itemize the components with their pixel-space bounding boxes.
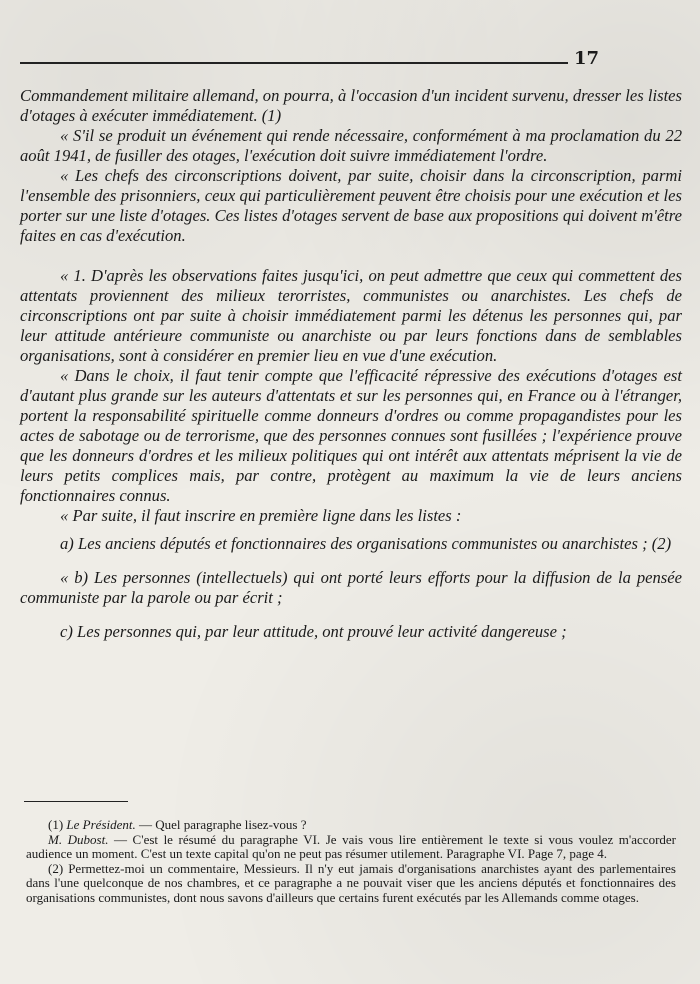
footnote-rule (24, 801, 128, 802)
footnotes (26, 818, 676, 906)
header-rule (20, 62, 568, 64)
paragraph: « Dans le choix, il faut tenir compte que l'efficacité répressive des exécutions d'otages est d'autant plus grande sur les auteurs d'attentats et sur les personnes qui, en France ou à l'étranger, portent la responsabilité spirituelle comme donneurs d'ordres ou comme propagandistes pour les actes de sabotage ou de terrorisme, que des personnes connues sont fusillées ; l'expérience prouve que les donneurs d'ordres et les milieux politiques qui ont intérêt aux attentats méprisent la vie de leurs petits complices mais, par contre, protègent au maximum la vie de leurs anciens fonctionnaires connus. (20, 366, 682, 505)
list-item: a) Les anciens députés et fonctionnaires des organisations communistes ou anarchistes ; (2) (60, 534, 672, 553)
paragraph: « Les chefs des circonscriptions doivent, par suite, choisir dans la circonscription, parmi l'ensemble des prisonniers, ceux qui particulièrement peuvent être choisis pour une exécution et les porter sur une liste d'otages. Ces listes d'otages servent de base aux propositions qui doivent m'être faites en cas d'exécution. (20, 166, 682, 245)
paragraph: « 1. D'après les observations faites jusqu'ici, on peut admettre que ceux qui commettent des attentats proviennent des milieux terorristes, communistes ou anarchistes. Les chefs de circonscriptions ont par suite à choisir immédiatement parmi les détenus les personnes qui, par leur attitude antérieure communiste ou anarchiste ou par leurs fonctions dans de semblables organisations, sont à considérer en premier lieu en vue d'une exécution. (20, 266, 682, 365)
list-item: c) Les personnes qui, par leur attitude, ont prouvé leur activité dangereuse ; (60, 622, 567, 641)
footnote-text: — Quel paragraphe lisez-vous ? (135, 817, 307, 832)
footnote-text: — C'est le résumé du paragraphe VI. Je vais vous lire entièrement le texte si vous voulez m'accorder audience un moment. C'est un texte capital qu'on ne peut pas résumer utilement. Paragraphe VI. Page 7, page 4. (26, 831, 677, 862)
paragraph: « Par suite, il faut inscrire en première ligne dans les listes : (60, 506, 462, 525)
footnote-1 (26, 818, 676, 833)
footnote-speaker: Le Président. (66, 817, 136, 832)
footnote-marker: (1) (48, 817, 67, 832)
list-item: « b) Les personnes (intellectuels) qui ont porté leurs efforts pour la diffusion de la pensée communiste par la parole ou par écrit ; (20, 568, 682, 607)
footnote-speaker: M. Dubost. (48, 831, 109, 847)
paragraph: « S'il se produit un événement qui rende nécessaire, conformément à ma proclamation du 22 août 1941, de fusiller des otages, l'exécution doit suivre immédiatement l'ordre. (20, 126, 682, 165)
page-number: 17 (574, 48, 600, 69)
footnote-2: (2) Permettez-moi un commentaire, Messieurs. Il n'y eut jamais d'organisations anarchistes ayant des parlementaires dans l'une quelconque de nos chambres, et ce paragraphe a ne pouvait viser que les anciens députés et fonctionnaires des organisations communistes, dont nous savons d'ailleurs que certains furent exécutés par les Allemands comme otages. (26, 860, 676, 905)
body-text (20, 86, 682, 642)
footnote-1-continued (26, 833, 676, 862)
paragraph: Commandement militaire allemand, on pourra, à l'occasion d'un incident survenu, dresser les listes d'otages à exécuter immédiatement. (1) (20, 86, 682, 125)
